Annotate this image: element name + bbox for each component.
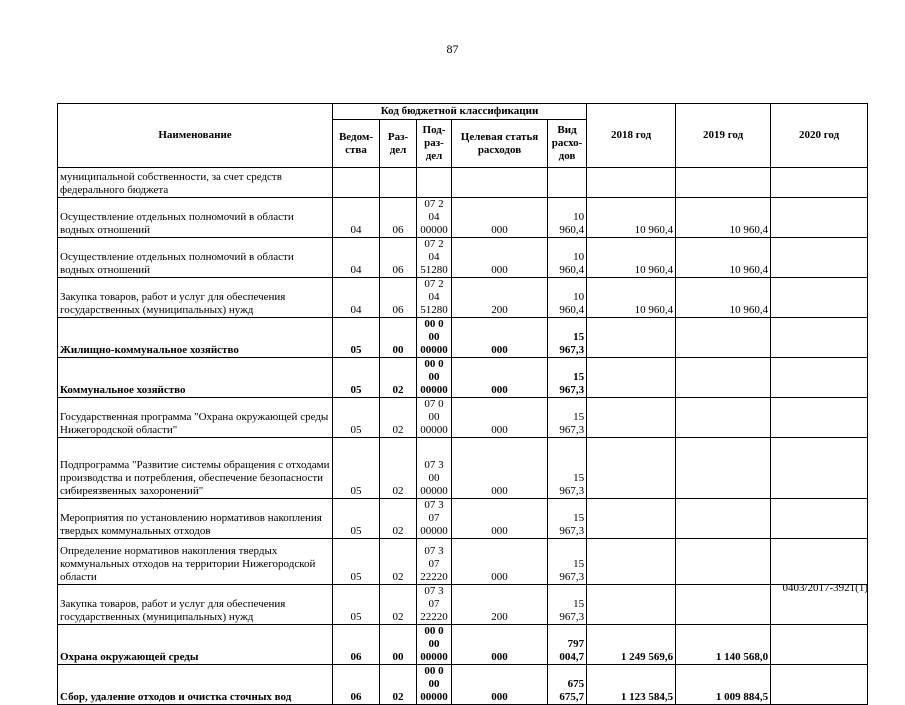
cell-2020 [771,625,868,665]
cell-vedomstvo: 05 [333,358,380,398]
budget-table [57,103,868,705]
cell-razdel: 02 [380,539,417,585]
row-name: Мероприятия по установлению нормативов накопления твердых коммунальных отходов [58,499,333,539]
cell-vid: 675 675,7 [548,665,587,705]
header-podrazdel: Под-раз-дел [417,120,452,168]
cell-razdel: 02 [380,585,417,625]
cell-podrazdel: 07 2 04 51280 [417,238,452,278]
cell-2019 [676,398,771,438]
cell-2018: 10 960,4 [587,278,676,318]
cell-razdel: 02 [380,358,417,398]
cell-vedomstvo: 05 [333,499,380,539]
table-row [58,398,868,438]
header-target: Целевая статья расходов [452,120,548,168]
cell-vedomstvo: 05 [333,438,380,499]
cell-target: 000 [452,438,548,499]
cell-2018 [587,398,676,438]
cell-vedomstvo [333,168,380,198]
row-name: Определение нормативов накопления твердых коммунальных отходов на территории Нижегородской области [58,539,333,585]
cell-2020 [771,318,868,358]
cell-razdel: 00 [380,318,417,358]
cell-target: 000 [452,358,548,398]
cell-podrazdel: 07 2 04 00000 [417,198,452,238]
cell-vedomstvo: 04 [333,278,380,318]
cell-2018 [587,539,676,585]
header-vedomstvo: Ведом-ства [333,120,380,168]
cell-2019 [676,499,771,539]
cell-podrazdel: 07 2 04 51280 [417,278,452,318]
table-row [58,168,868,198]
header-razdel: Раз-дел [380,120,417,168]
cell-2020 [771,398,868,438]
row-name: Закупка товаров, работ и услуг для обеспечения государственных (муниципальных) нужд [58,278,333,318]
row-name: Закупка товаров, работ и услуг для обеспечения государственных (муниципальных) нужд [58,585,333,625]
cell-2018 [587,499,676,539]
header-2018: 2018 год [587,104,676,168]
row-name: Сбор, удаление отходов и очистка сточных вод [58,665,333,705]
cell-razdel: 06 [380,198,417,238]
cell-podrazdel: 07 3 07 00000 [417,499,452,539]
cell-2018 [587,318,676,358]
cell-2020 [771,238,868,278]
cell-target: 000 [452,318,548,358]
row-name: Жилищно-коммунальное хозяйство [58,318,333,358]
cell-vid: 10 960,4 [548,278,587,318]
cell-target: 200 [452,278,548,318]
cell-2018: 10 960,4 [587,238,676,278]
cell-vid: 15 967,3 [548,398,587,438]
table-row [58,499,868,539]
cell-vid: 15 967,3 [548,585,587,625]
cell-podrazdel: 00 0 00 00000 [417,665,452,705]
cell-2020 [771,438,868,499]
header-2020: 2020 год [771,104,868,168]
cell-2020 [771,499,868,539]
cell-podrazdel: 00 0 00 00000 [417,358,452,398]
cell-target: 000 [452,198,548,238]
header-code-group: Код бюджетной классификации [333,104,587,120]
row-name: муниципальной собственности, за счет средств федерального бюджета [58,168,333,198]
table-body [58,168,868,705]
cell-target: 200 [452,585,548,625]
cell-vid: 797 004,7 [548,625,587,665]
table-row [58,625,868,665]
header-2019: 2019 год [676,104,771,168]
cell-vid: 15 967,3 [548,318,587,358]
cell-vid: 15 967,3 [548,539,587,585]
document-id: 0403/2017-3921(1) [782,582,868,594]
cell-2019: 10 960,4 [676,198,771,238]
cell-target: 000 [452,499,548,539]
cell-vid: 10 960,4 [548,198,587,238]
row-name: Подпрограмма "Развитие системы обращения с отходами производства и потребления, обеспечение безопасности сибиреязвенных захоронений" [58,438,333,499]
cell-2019: 1 009 884,5 [676,665,771,705]
cell-razdel: 00 [380,625,417,665]
cell-2020 [771,539,868,585]
table-row [58,198,868,238]
cell-podrazdel [417,168,452,198]
cell-2019 [676,168,771,198]
cell-target: 000 [452,665,548,705]
row-name: Осуществление отдельных полномочий в области водных отношений [58,238,333,278]
row-name: Охрана окружающей среды [58,625,333,665]
cell-vid: 10 960,4 [548,238,587,278]
cell-2019 [676,438,771,499]
cell-vid: 15 967,3 [548,438,587,499]
cell-podrazdel: 07 0 00 00000 [417,398,452,438]
cell-podrazdel: 00 0 00 00000 [417,318,452,358]
page-number: 87 [446,42,459,56]
cell-2019 [676,585,771,625]
cell-2020 [771,665,868,705]
cell-2018: 1 249 569,6 [587,625,676,665]
cell-target: 000 [452,539,548,585]
cell-vedomstvo: 06 [333,665,380,705]
cell-vid: 15 967,3 [548,358,587,398]
cell-vedomstvo: 06 [333,625,380,665]
cell-razdel: 02 [380,499,417,539]
cell-2019 [676,358,771,398]
cell-target [452,168,548,198]
table-row [58,278,868,318]
table-row [58,665,868,705]
table-row [58,438,868,499]
cell-2018: 1 123 584,5 [587,665,676,705]
cell-2019 [676,539,771,585]
cell-razdel [380,168,417,198]
table-row [58,238,868,278]
cell-2019: 10 960,4 [676,238,771,278]
cell-2018 [587,358,676,398]
cell-2019: 10 960,4 [676,278,771,318]
table-row [58,318,868,358]
cell-2018 [587,438,676,499]
table-row [58,585,868,625]
cell-target: 000 [452,398,548,438]
cell-razdel: 02 [380,398,417,438]
cell-podrazdel: 00 0 00 00000 [417,625,452,665]
cell-vedomstvo: 05 [333,539,380,585]
cell-target: 000 [452,625,548,665]
cell-2018 [587,168,676,198]
cell-vid: 15 967,3 [548,499,587,539]
cell-2019 [676,318,771,358]
cell-razdel: 02 [380,665,417,705]
cell-podrazdel: 07 3 07 22220 [417,585,452,625]
row-name: Государственная программа "Охрана окружающей среды Нижегородской области" [58,398,333,438]
cell-2018 [587,585,676,625]
cell-2020 [771,358,868,398]
cell-vedomstvo: 05 [333,318,380,358]
cell-2020 [771,198,868,238]
cell-vedomstvo: 04 [333,238,380,278]
cell-target: 000 [452,238,548,278]
cell-2020 [771,168,868,198]
cell-2020 [771,278,868,318]
table-row [58,358,868,398]
cell-2019: 1 140 568,0 [676,625,771,665]
cell-razdel: 06 [380,278,417,318]
cell-vid [548,168,587,198]
cell-vedomstvo: 05 [333,585,380,625]
row-name: Осуществление отдельных полномочий в области водных отношений [58,198,333,238]
table-row [58,539,868,585]
cell-podrazdel: 07 3 07 22220 [417,539,452,585]
cell-vedomstvo: 04 [333,198,380,238]
cell-podrazdel: 07 3 00 00000 [417,438,452,499]
cell-razdel: 06 [380,238,417,278]
cell-2018: 10 960,4 [587,198,676,238]
cell-vedomstvo: 05 [333,398,380,438]
header-vid: Вид расхо-дов [548,120,587,168]
header-name: Наименование [58,104,333,168]
cell-razdel: 02 [380,438,417,499]
row-name: Коммунальное хозяйство [58,358,333,398]
